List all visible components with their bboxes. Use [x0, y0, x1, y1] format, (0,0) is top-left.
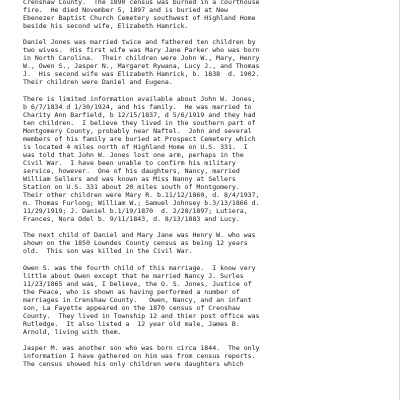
text-line: little about Owen except that he married Nancy J. Surles: [23, 271, 244, 280]
text-line: J. His second wife was Elizabeth Hamrick, b. 1838 d. 1902.: [23, 70, 260, 79]
text-line: is located 4 miles north of Highland Home on U.S. 331. I: [23, 142, 248, 151]
text-line: beside his second wife, Elizabeth Hamrick.: [23, 22, 189, 31]
text-line: members of his family are buried at Prospect Cemetery which: [23, 134, 256, 143]
text-line: marriages in Crenshaw County. Owen, Nancy, and an infant: [23, 295, 252, 304]
text-line: Crenshaw County. The 1890 census was burned in a courthouse: [23, 0, 260, 6]
text-line: William Sellers and was known as Miss Nanny at Sellers: [23, 175, 236, 184]
paragraph-henry-w: [23, 231, 383, 255]
text-line: the Peace, who is shown as having performed a number of: [23, 287, 240, 296]
text-line: service, however. One of his daughters, Nancy, married: [23, 166, 240, 175]
text-line: m. Thomas Furlong; William W.; Samuel Johnsey b.3/13/1866 d.: [23, 199, 260, 208]
paragraph-owen-s: [23, 264, 383, 336]
text-line: Rutledge. It also listed a 12 year old male, James B.: [23, 319, 240, 328]
text-line: fire. He died November 5, 1897 and is buried at New: [23, 6, 228, 15]
text-line: Daniel Jones was married twice and fathered ten children by: [23, 38, 256, 47]
paragraph-daniel-jones: [23, 38, 383, 86]
text-line: Arnold, living with them.: [23, 327, 122, 336]
text-line: Station on U.S. 331 about 20 miles south of Montgomery.: [23, 183, 240, 192]
document-body: [23, 0, 383, 376]
text-line: Civil War. I have been unable to confirm his military: [23, 158, 236, 167]
text-line: was told that John W. Jones lost one arm, perhaps in the: [23, 150, 244, 159]
text-line: Montgomery County, probably near Naftel. John and several: [23, 126, 252, 135]
text-line: information I have gathered on him was from census reports.: [23, 352, 256, 361]
text-line: W., Owen S., Jasper N., Margaret Rywana, Lucy J., and Thomas: [23, 62, 260, 71]
text-line: ten children. I believe they lived in the southern part of: [23, 118, 256, 127]
text-line: in North Carolina. Their children were John W., Mary, Henry: [23, 54, 260, 63]
text-line: Jasper M. was another son who was born circa 1844. The only: [23, 344, 260, 353]
text-line: County. They lived in Township 12 and thier post office was: [23, 311, 260, 320]
text-line: Owen S. was the fourth child of this marriage. I know very: [23, 263, 256, 272]
text-line: shown on the 1850 Lowndes County census as being 12 years: [23, 239, 248, 248]
text-line: The census showed his only children were daughters which: [23, 360, 244, 369]
text-line: Their other children were Mary R. b.11/12/1860, d. 8/4/1937,: [23, 191, 260, 200]
text-line: 11/29/1919; J. Daniel b.1/19/1870 d. 2/28/1897; Lutiera,: [23, 207, 248, 216]
text-line: old. This son was killed in the Civil War.: [23, 247, 193, 256]
text-line: Frances, Nora Odel b. 9/11/1843, d. 8/13/1883 and Lucy.: [23, 215, 240, 224]
text-line: son, La Fayette appeared on the 1870 census of Crenshaw: [23, 303, 240, 312]
text-line: b 6/7/1834 d 1/30/1924, and his family. He was married to: [23, 102, 252, 111]
text-line: Ebenezer Baptist Church Cemetery southwest of Highland Home: [23, 14, 256, 23]
text-line: two wives. His first wife was Mary Jane Parker who was born: [23, 46, 260, 55]
paragraph-intro-end: [23, 0, 383, 30]
text-line: 11/23/1865 and was, I believe, the O. S. Jones, Justice of: [23, 279, 252, 288]
text-line: There is limited information available about John W. Jones,: [23, 94, 256, 103]
paragraph-john-w-jones: [23, 95, 383, 224]
text-line: Charity Ann Barfield, b 12/15/1837, d 5/6/1919 and they had: [23, 110, 256, 119]
text-line: The next child of Daniel and Mary Jane was Henry W. who was: [23, 231, 256, 240]
text-line: Their children were Daniel and Eugena.: [23, 78, 173, 87]
paragraph-jasper-m: [23, 344, 383, 368]
